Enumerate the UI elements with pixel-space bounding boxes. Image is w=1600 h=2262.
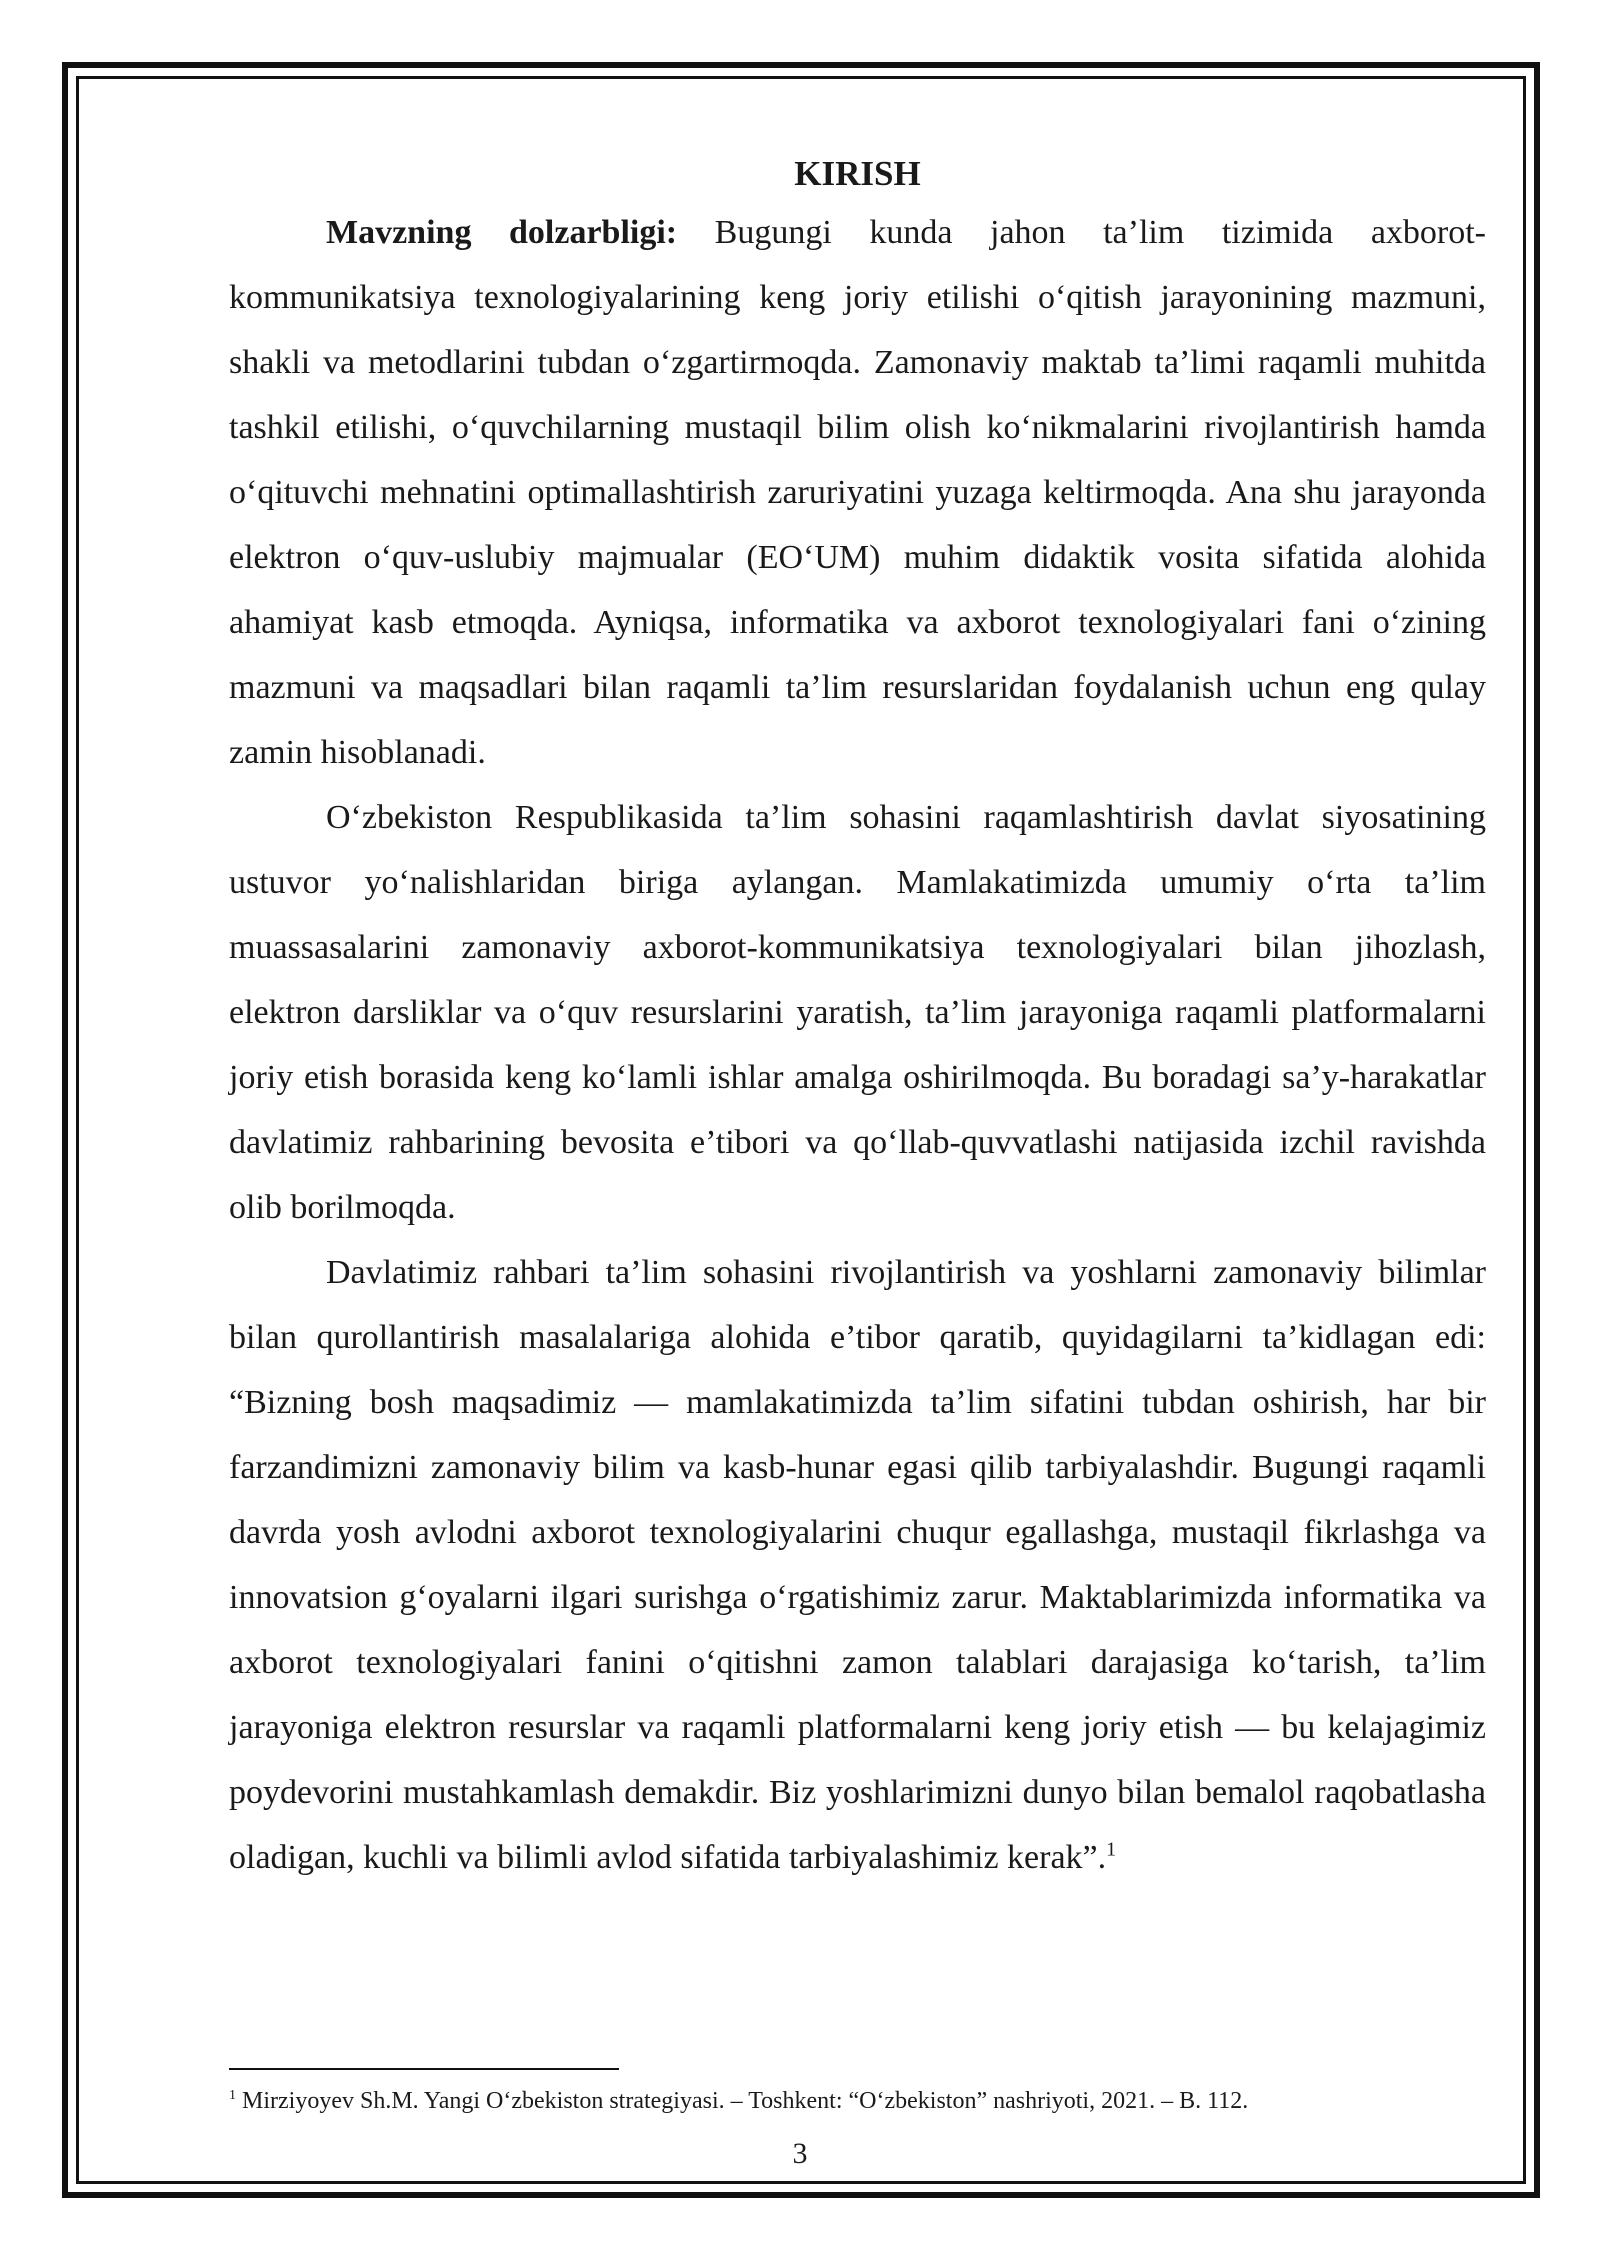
- paragraph-lead: Mavzning dolzarbligi:: [326, 214, 678, 251]
- paragraph-relevance: [229, 200, 1486, 785]
- paragraph-quote: [229, 1240, 1486, 1890]
- footnote: [229, 2084, 1486, 2118]
- page-number: 3: [792, 2137, 808, 2170]
- footnote-reference[interactable]: 1: [1106, 1838, 1117, 1861]
- footnote-separator: [229, 2068, 619, 2070]
- paragraph-text: Bugungi kunda jahon ta’lim tizimida axborot-kommunikatsiya texnologiyalarining keng joriy etilishi o‘qitish jarayonining mazmuni, shakli va metodlarini tubdan o‘zgartirmoqda. Zamonaviy maktab ta’limi raqamli muhitda tashkil etilishi, o‘quvchilarning mustaqil bilim olish ko‘nikmalarini rivojlantirish hamda o‘qituvchi mehnatini optimallashtirish zaruriyatini yuzaga keltirmoqda. Ana shu jarayonda elektron o‘quv-uslubiy majmualar (EO‘UM) muhim didaktik vosita sifatida alohida ahamiyat kasb etmoqda. Ayniqsa, informatika va axborot texnologiyalari fani o‘zining mazmuni va maqsadlari bilan raqamli ta’lim resurslaridan foydalanish uchun eng qulay zamin hisoblanadi.: [229, 214, 1487, 771]
- footnote-text: Mirziyoyev Sh.M. Yangi O‘zbekiston strategiyasi. – Toshkent: “O‘zbekiston” nashriyoti, 2021. – B. 112.: [236, 2088, 1249, 2114]
- footnote-marker: 1: [229, 2088, 236, 2103]
- paragraph-text: O‘zbekiston Respublikasida ta’lim sohasini raqamlashtirish davlat siyosatining ustuvor yo‘nalishlaridan biriga aylangan. Mamlakatimizda umumiy o‘rta ta’lim muassasalarini zamonaviy axborot-kommunikatsiya texnologiyalari bilan jihozlash, elektron darsliklar va o‘quv resurslarini yaratish, ta’lim jarayoniga raqamli platformalarni joriy etish borasida keng ko‘lamli ishlar amalga oshirilmoqda. Bu boradagi sa’y-harakatlar davlatimiz rahbarining bevosita e’tibori va qo‘llab-quvvatlashi natijasida izchil ravishda olib borilmoqda.: [229, 799, 1486, 1226]
- document-body: [229, 148, 1486, 1890]
- paragraph-text: Davlatimiz rahbari ta’lim sohasini rivojlantirish va yoshlarni zamonaviy bilimlar bilan qurollantirish masalalariga alohida e’tibor qaratib, quyidagilarni ta’kidlagan edi: “Bizning bosh maqsadimiz — mamlakatimizda ta’lim sifatini tubdan oshirish, har bir farzandimizni zamonaviy bilim va kasb-hunar egasi qilib tarbiyalashdir. Bugungi raqamli davrda yosh avlodni axborot texnologiyalarini chuqur egallashga, mustaqil fikrlashga va innovatsion g‘oyalarni ilgari surishga o‘rgatishimiz zarur. Maktablarimizda informatika va axborot texnologiyalari fanini o‘qitishni zamon talablari darajasiga ko‘tarish, ta’lim jarayoniga elektron resurslar va raqamli platformalarni keng joriy etish — bu kelajagimiz poydevorini mustahkamlash demakdir. Biz yoshlarimizni dunyo bilan bemalol raqobatlasha oladigan, kuchli va bilimli avlod sifatida tarbiyalashimiz kerak”.: [229, 1254, 1486, 1876]
- section-heading: KIRISH: [794, 154, 921, 193]
- paragraph-digitalization: [229, 785, 1486, 1240]
